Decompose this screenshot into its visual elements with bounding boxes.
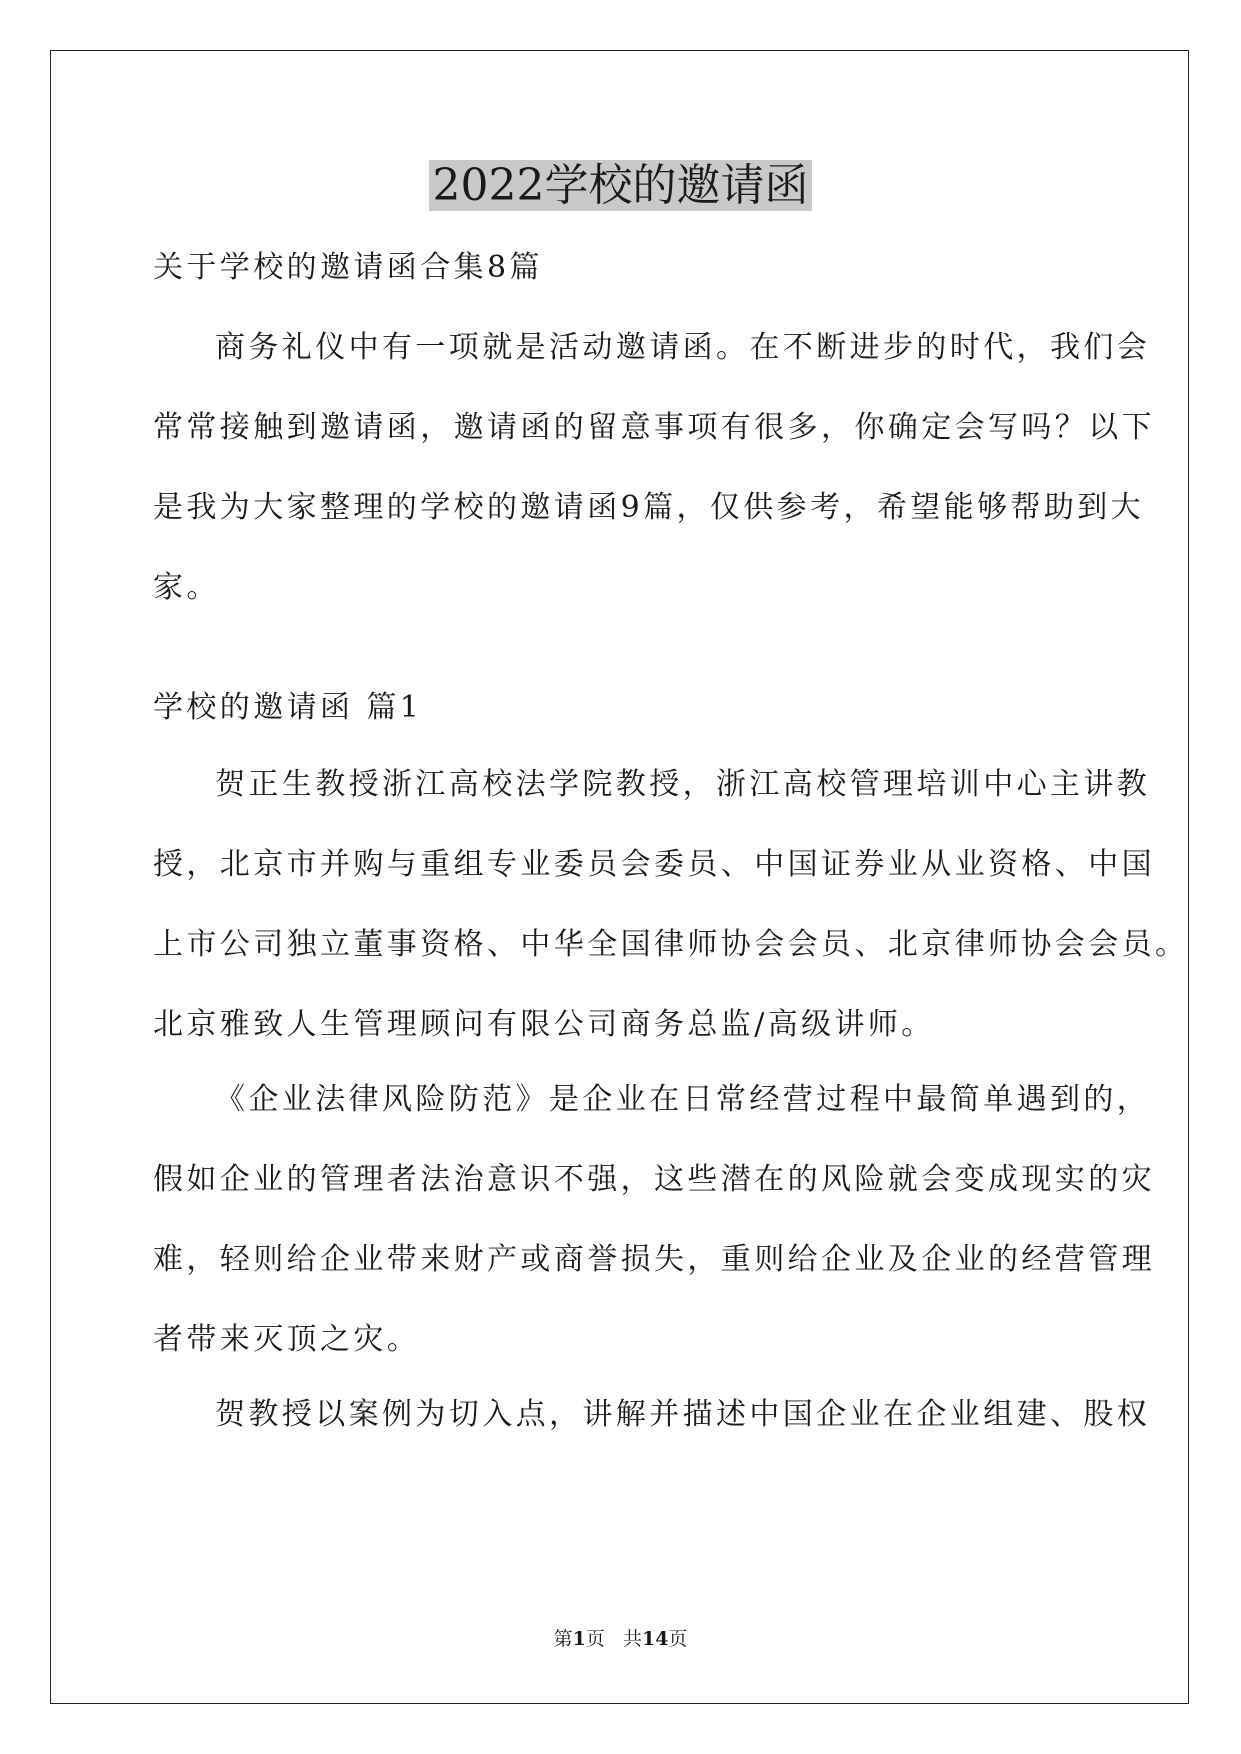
paragraph-line: 北京雅致人生管理顾问有限公司商务总监/高级讲师。	[153, 1007, 935, 1042]
document-title-text: 2022学校的邀请函	[429, 160, 813, 211]
paragraph-line: 《企业法律风险防范》是企业在日常经营过程中最简单遇到的，	[215, 1082, 1151, 1117]
paragraph-line: 者带来灭顶之灾。	[153, 1322, 421, 1357]
intro-line: 商务礼仪中有一项就是活动邀请函。在不断进步的时代，我们会	[215, 330, 1151, 365]
footer-prefix: 第	[553, 1628, 573, 1650]
section-heading-text: 学校的邀请函 篇1	[153, 690, 423, 725]
footer-page-suffix: 页	[585, 1628, 605, 1650]
paragraph-line: 难，轻则给企业带来财产或商誉损失，重则给企业及企业的经营管理	[153, 1242, 1155, 1277]
paragraph-3	[153, 1375, 1151, 1455]
paragraph-line: 授，北京市并购与重组专业委员会委员、中国证券业从业资格、中国	[153, 847, 1155, 882]
intro-line: 是我为大家整理的学校的邀请函9篇，仅供参考，希望能够帮助到大	[153, 490, 1145, 525]
section-heading	[153, 668, 1088, 748]
paragraph-2	[153, 1060, 1155, 1380]
intro-line: 常常接触到邀请函，邀请函的留意事项有很多，你确定会写吗？以下	[153, 410, 1155, 445]
intro-line: 家。	[153, 570, 220, 605]
document-title	[0, 158, 1241, 214]
footer-total-pages: 14	[641, 1628, 669, 1650]
subtitle-line: 关于学校的邀请函合集8篇	[153, 250, 543, 285]
paragraph-line: 假如企业的管理者法治意识不强，这些潜在的风险就会变成现实的灾	[153, 1162, 1155, 1197]
document-subtitle	[153, 228, 1088, 308]
footer-page-number: 1	[572, 1628, 586, 1650]
footer-total-suffix: 页	[668, 1628, 688, 1650]
intro-paragraph	[153, 308, 1155, 628]
paragraph-1	[153, 745, 1189, 1065]
paragraph-line: 上市公司独立董事资格、中华全国律师协会会员、北京律师协会会员。	[153, 927, 1189, 962]
footer-total-prefix: 共	[622, 1628, 642, 1650]
paragraph-line: 贺正生教授浙江高校法学院教授，浙江高校管理培训中心主讲教	[215, 767, 1151, 802]
page-footer	[0, 1627, 1241, 1651]
paragraph-line: 贺教授以案例为切入点，讲解并描述中国企业在企业组建、股权	[215, 1397, 1151, 1432]
